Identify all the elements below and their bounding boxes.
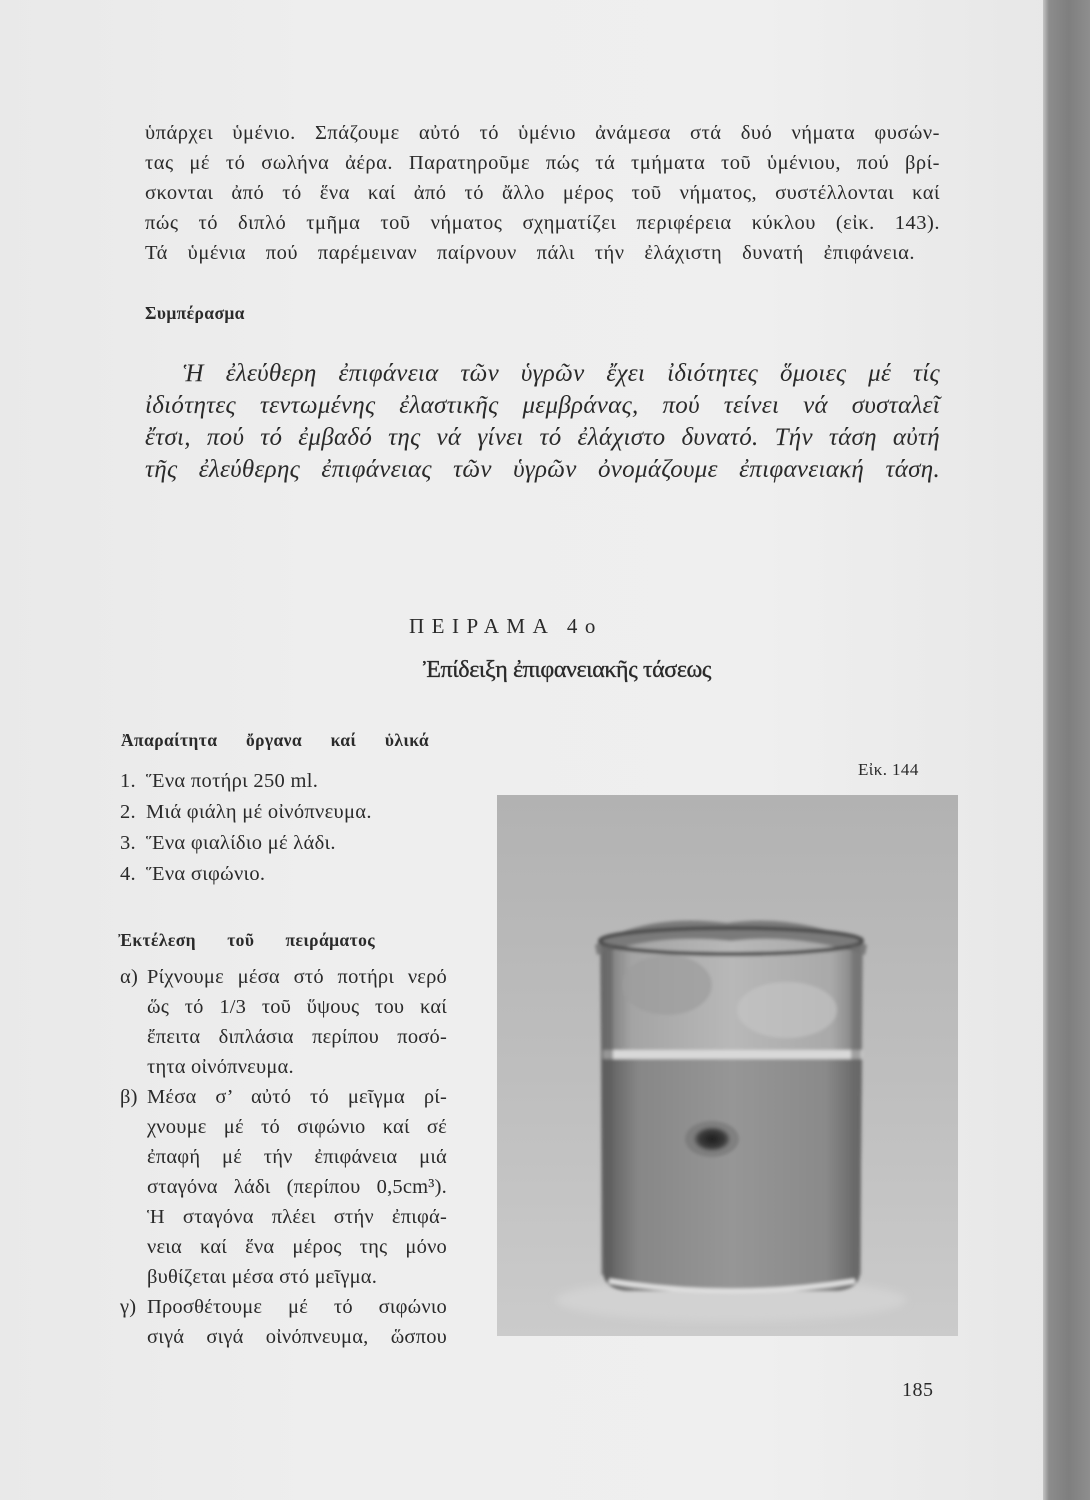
procedure-step-a: [120, 962, 460, 1082]
experiment-title: ΠΕΙΡΑΜΑ 4ο: [409, 614, 603, 638]
step-line: σιγά σιγά οἰνόπνευμα, ὥσπου: [147, 1326, 447, 1348]
page-edge-shadow: [1043, 0, 1090, 1500]
intro-line-2: τας μέ τό σωλήνα ἀέρα. Παρατηροῦμε πώς τά τμήματα τοῦ ὑμένιου, πού βρί-: [145, 152, 940, 174]
materials-item-text: Μιά φιάλη μέ οἰνόπνευμα.: [146, 801, 372, 823]
materials-item-text: Ἕνα φιαλίδιο μέ λάδι.: [146, 832, 336, 854]
foam-texture: [622, 955, 712, 1015]
step-label: β): [120, 1086, 138, 1108]
materials-item-1: [120, 766, 450, 797]
beaker-photo-svg: [497, 795, 958, 1336]
step-label: α): [120, 966, 138, 988]
conclusion-line-4: τῆς ἐλεύθερης ἐπιφάνειας τῶν ὑγρῶν ὀνομάζουμε ἐπιφανειακή τάση.: [145, 456, 940, 483]
intro-line-4: πώς τό διπλό τμῆμα τοῦ νήματος σχηματίζει περιφέρεια κύκλου (εἰκ. 143).: [145, 212, 940, 234]
figure-caption: Εἰκ. 144: [858, 760, 919, 779]
materials-item-number: 1.: [120, 770, 136, 792]
step-line: βυθίζεται μέσα στό μεῖγμα.: [147, 1266, 378, 1288]
step-line: ἐπαφή μέ τήν ἐπιφάνεια μιά: [147, 1146, 447, 1168]
beaker: [595, 921, 867, 1291]
step-line: ἔπειτα διπλάσια περίπου ποσό-: [147, 1026, 447, 1048]
materials-item-number: 4.: [120, 863, 136, 885]
procedure-step-c: [120, 1292, 460, 1352]
materials-item-number: 2.: [120, 801, 136, 823]
step-line: Ρίχνουμε μέσα στό ποτήρι νερό: [147, 966, 447, 988]
intro-line-5: Τά ὑμένια πού παρέμειναν παίρνουν πάλι τήν ἐλάχιστη δυνατή ἐπιφάνεια.: [145, 242, 915, 264]
conclusion-line-2: ἰδιότητες τεντωμένης ἐλαστικῆς μεμβράνας, πού τείνει νά συσταλεῖ: [145, 392, 940, 419]
step-label: γ): [120, 1296, 137, 1318]
procedure-heading: Ἐκτέλεση τοῦ πειράματος: [118, 930, 375, 950]
conclusion-line-1: Ἡ ἐλεύθερη ἐπιφάνεια τῶν ὑγρῶν ἔχει ἰδιότητες ὅμοιες μέ τίς: [183, 360, 940, 387]
conclusion-heading: Συμπέρασμα: [145, 303, 245, 323]
procedure-step-b: [120, 1082, 460, 1292]
experiment-subtitle: Ἐπίδειξη ἐπιφανειακῆς τάσεως: [423, 657, 712, 683]
beaker-right-wall: [851, 945, 861, 1275]
step-line: ὥς τό 1/3 τοῦ ὕψους του καί: [147, 996, 447, 1018]
beaker-left-wall: [601, 945, 613, 1275]
materials-item-4: [120, 859, 450, 890]
oil-drop: [694, 1127, 730, 1151]
materials-item-text: Ἕνα ποτήρι 250 ml.: [146, 770, 319, 792]
step-line: τητα οἰνόπνευμα.: [147, 1056, 294, 1078]
materials-heading: Ἀπαραίτητα ὄργανα καί ὑλικά: [121, 730, 429, 750]
intro-paragraph: [145, 118, 940, 268]
materials-list: [120, 766, 450, 890]
materials-item-2: [120, 797, 450, 828]
step-line: σταγόνα λάδι (περίπου 0,5cm³).: [147, 1176, 447, 1198]
step-line: Προσθέτουμε μέ τό σιφώνιο: [147, 1296, 447, 1318]
materials-item-text: Ἕνα σιφώνιο.: [146, 863, 266, 885]
materials-item-3: [120, 828, 450, 859]
liquid-mixture: [602, 1057, 862, 1291]
intro-line-1: ὑπάρχει ὑμένιο. Σπάζουμε αὐτό τό ὑμένιο ἀνάμεσα στά δυό νήματα φυσών-: [145, 122, 940, 144]
intro-line-3: σκονται ἀπό τό ἕνα καί ἀπό τό ἄλλο μέρος τοῦ νήματος, συστέλλονται καί: [145, 182, 940, 204]
conclusion-paragraph: [145, 358, 940, 486]
step-line: Μέσα σ’ αὐτό τό μεῖγμα ρί-: [147, 1086, 447, 1108]
page-number: 185: [902, 1379, 934, 1401]
step-line: χνουμε μέ τό σιφώνιο καί σέ: [147, 1116, 447, 1138]
figure-photo: [497, 795, 958, 1336]
materials-item-number: 3.: [120, 832, 136, 854]
liquid-surface-meniscus: [603, 1050, 862, 1059]
step-line: νεια καί ἕνα μέρος της μόνο: [147, 1236, 447, 1258]
foam-texture: [737, 982, 837, 1038]
step-line: Ἡ σταγόνα πλέει στήν ἐπιφά-: [147, 1206, 447, 1228]
procedure-steps: [120, 962, 460, 1352]
conclusion-line-3: ἔτσι, πού τό ἐμβαδό της νά γίνει τό ἐλάχιστο δυνατό. Τήν τάση αὐτή: [145, 424, 940, 451]
